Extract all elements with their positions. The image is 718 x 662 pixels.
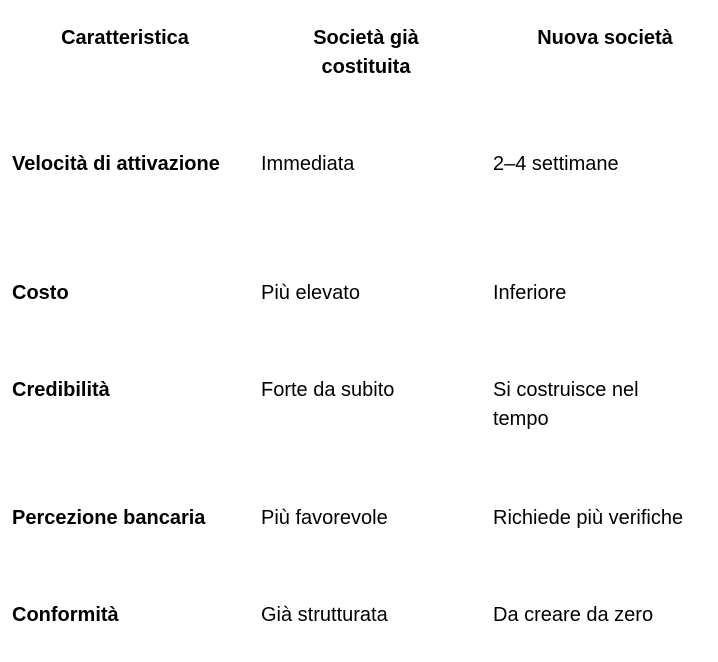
row-label-bank-perception: Percezione bancaria xyxy=(12,507,206,529)
row-label-activation-speed: Velocità di attivazione xyxy=(12,153,220,175)
cell-existing-credibility: Forte da subito xyxy=(261,379,395,401)
cell-existing-compliance: Già strutturata xyxy=(261,604,388,626)
header-feature: Caratteristica xyxy=(61,27,189,49)
cell-new-cost: Inferiore xyxy=(493,282,567,304)
cell-new-activation-speed: 2–4 settimane xyxy=(493,153,619,175)
cell-new-credibility: Si costruisce nel tempo xyxy=(493,379,639,430)
cell-existing-bank-perception: Più favorevole xyxy=(261,507,388,529)
cell-new-bank-perception: Richiede più verifiche xyxy=(493,507,684,529)
cell-existing-cost: Più elevato xyxy=(261,282,360,304)
header-new-company: Nuova società xyxy=(537,27,673,49)
row-label-compliance: Conformità xyxy=(12,604,119,626)
cell-existing-activation-speed: Immediata xyxy=(261,153,355,175)
row-label-cost: Costo xyxy=(12,282,69,304)
row-label-credibility: Credibilità xyxy=(12,379,110,401)
cell-new-compliance: Da creare da zero xyxy=(493,604,654,626)
header-existing-company: Società già costituita xyxy=(313,27,419,78)
